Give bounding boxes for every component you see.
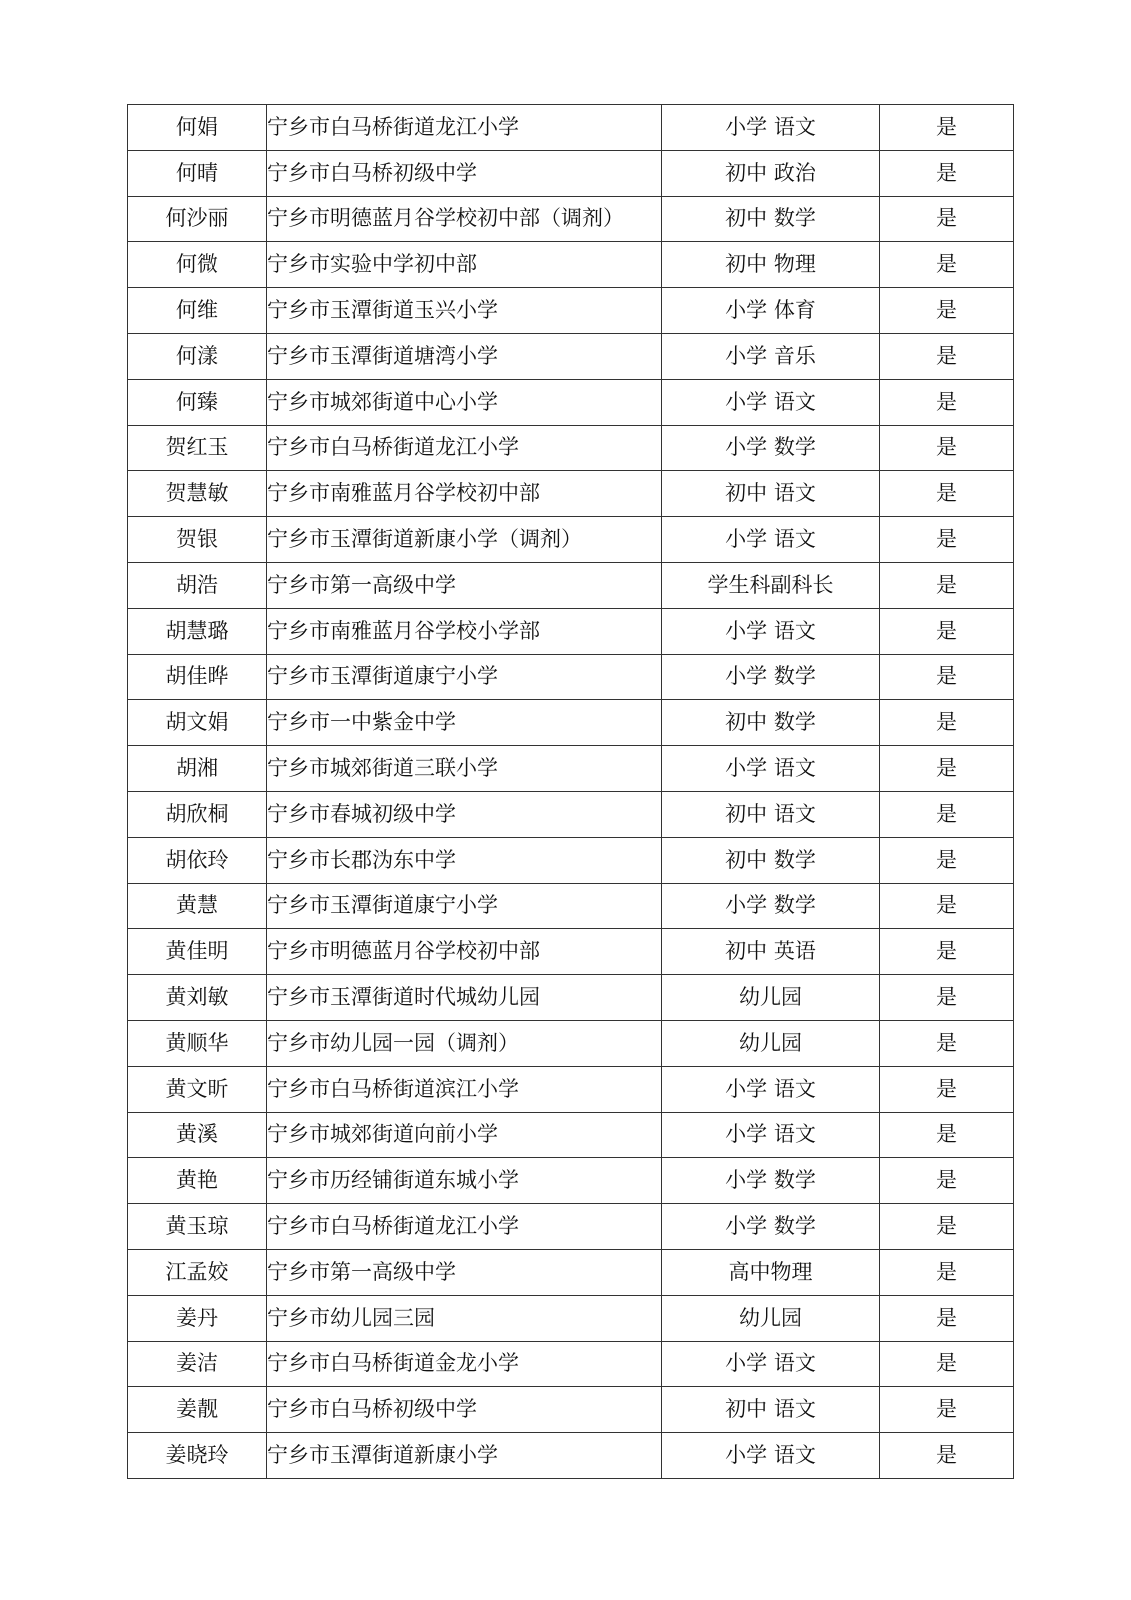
- table-row: [128, 1158, 1014, 1204]
- flag-cell: 是: [880, 379, 1014, 425]
- flag-cell: 是: [880, 837, 1014, 883]
- school-cell: 宁乡市南雅蓝月谷学校初中部: [267, 471, 662, 517]
- table-row: [128, 105, 1014, 151]
- school-cell: 宁乡市一中紫金中学: [267, 700, 662, 746]
- name-cell: 黄刘敏: [128, 975, 267, 1021]
- subject-cell: 小学 数学: [662, 425, 880, 471]
- name-cell: 黄慧: [128, 883, 267, 929]
- name-cell: 黄玉琼: [128, 1204, 267, 1250]
- name-cell: 何娟: [128, 105, 267, 151]
- name-cell: 何臻: [128, 379, 267, 425]
- school-cell: 宁乡市玉潭街道新康小学（调剂）: [267, 517, 662, 563]
- table-row: [128, 1295, 1014, 1341]
- subject-cell: 小学 体育: [662, 288, 880, 334]
- table-row: [128, 425, 1014, 471]
- table-row: [128, 1387, 1014, 1433]
- table-row: [128, 654, 1014, 700]
- subject-cell: 学生科副科长: [662, 562, 880, 608]
- subject-cell: 高中物理: [662, 1249, 880, 1295]
- school-cell: 宁乡市城郊街道中心小学: [267, 379, 662, 425]
- flag-cell: 是: [880, 242, 1014, 288]
- school-cell: 宁乡市白马桥街道龙江小学: [267, 105, 662, 151]
- name-cell: 黄溪: [128, 1112, 267, 1158]
- subject-cell: 小学 语文: [662, 379, 880, 425]
- flag-cell: 是: [880, 425, 1014, 471]
- school-cell: 宁乡市南雅蓝月谷学校小学部: [267, 608, 662, 654]
- name-cell: 黄艳: [128, 1158, 267, 1204]
- subject-cell: 初中 语文: [662, 1387, 880, 1433]
- school-cell: 宁乡市玉潭街道康宁小学: [267, 883, 662, 929]
- name-cell: 胡依玲: [128, 837, 267, 883]
- name-cell: 胡佳晔: [128, 654, 267, 700]
- school-cell: 宁乡市第一高级中学: [267, 562, 662, 608]
- flag-cell: 是: [880, 975, 1014, 1021]
- name-cell: 胡文娟: [128, 700, 267, 746]
- subject-cell: 小学 语文: [662, 746, 880, 792]
- name-cell: 贺慧敏: [128, 471, 267, 517]
- flag-cell: 是: [880, 746, 1014, 792]
- school-cell: 宁乡市白马桥初级中学: [267, 150, 662, 196]
- flag-cell: 是: [880, 562, 1014, 608]
- roster-body: [128, 105, 1014, 1479]
- flag-cell: 是: [880, 1249, 1014, 1295]
- school-cell: 宁乡市长郡沩东中学: [267, 837, 662, 883]
- school-cell: 宁乡市白马桥街道龙江小学: [267, 1204, 662, 1250]
- name-cell: 胡湘: [128, 746, 267, 792]
- table-row: [128, 1204, 1014, 1250]
- flag-cell: 是: [880, 196, 1014, 242]
- flag-cell: 是: [880, 883, 1014, 929]
- table-row: [128, 1341, 1014, 1387]
- school-cell: 宁乡市幼儿园一园（调剂）: [267, 1020, 662, 1066]
- flag-cell: 是: [880, 1066, 1014, 1112]
- table-row: [128, 288, 1014, 334]
- name-cell: 何微: [128, 242, 267, 288]
- subject-cell: 幼儿园: [662, 1020, 880, 1066]
- name-cell: 姜丹: [128, 1295, 267, 1341]
- flag-cell: 是: [880, 654, 1014, 700]
- flag-cell: 是: [880, 288, 1014, 334]
- school-cell: 宁乡市玉潭街道塘湾小学: [267, 333, 662, 379]
- subject-cell: 小学 语文: [662, 1433, 880, 1479]
- subject-cell: 小学 语文: [662, 1341, 880, 1387]
- table-row: [128, 1066, 1014, 1112]
- flag-cell: 是: [880, 517, 1014, 563]
- subject-cell: 小学 数学: [662, 1158, 880, 1204]
- table-row: [128, 975, 1014, 1021]
- subject-cell: 小学 数学: [662, 883, 880, 929]
- subject-cell: 幼儿园: [662, 1295, 880, 1341]
- name-cell: 贺银: [128, 517, 267, 563]
- school-cell: 宁乡市明德蓝月谷学校初中部（调剂）: [267, 196, 662, 242]
- subject-cell: 小学 音乐: [662, 333, 880, 379]
- subject-cell: 初中 政治: [662, 150, 880, 196]
- flag-cell: 是: [880, 1020, 1014, 1066]
- flag-cell: 是: [880, 1295, 1014, 1341]
- school-cell: 宁乡市城郊街道向前小学: [267, 1112, 662, 1158]
- flag-cell: 是: [880, 929, 1014, 975]
- name-cell: 江孟姣: [128, 1249, 267, 1295]
- school-cell: 宁乡市玉潭街道康宁小学: [267, 654, 662, 700]
- flag-cell: 是: [880, 1341, 1014, 1387]
- flag-cell: 是: [880, 791, 1014, 837]
- subject-cell: 初中 英语: [662, 929, 880, 975]
- table-row: [128, 1249, 1014, 1295]
- name-cell: 胡欣桐: [128, 791, 267, 837]
- school-cell: 宁乡市明德蓝月谷学校初中部: [267, 929, 662, 975]
- school-cell: 宁乡市白马桥街道滨江小学: [267, 1066, 662, 1112]
- table-row: [128, 791, 1014, 837]
- name-cell: 姜靓: [128, 1387, 267, 1433]
- name-cell: 贺红玉: [128, 425, 267, 471]
- flag-cell: 是: [880, 105, 1014, 151]
- school-cell: 宁乡市春城初级中学: [267, 791, 662, 837]
- name-cell: 姜洁: [128, 1341, 267, 1387]
- subject-cell: 小学 语文: [662, 105, 880, 151]
- subject-cell: 小学 语文: [662, 517, 880, 563]
- table-row: [128, 837, 1014, 883]
- name-cell: 何漾: [128, 333, 267, 379]
- flag-cell: 是: [880, 1158, 1014, 1204]
- name-cell: 胡浩: [128, 562, 267, 608]
- subject-cell: 小学 数学: [662, 654, 880, 700]
- table-row: [128, 379, 1014, 425]
- school-cell: 宁乡市幼儿园三园: [267, 1295, 662, 1341]
- school-cell: 宁乡市玉潭街道时代城幼儿园: [267, 975, 662, 1021]
- flag-cell: 是: [880, 1112, 1014, 1158]
- name-cell: 何沙丽: [128, 196, 267, 242]
- name-cell: 胡慧璐: [128, 608, 267, 654]
- name-cell: 黄顺华: [128, 1020, 267, 1066]
- school-cell: 宁乡市玉潭街道新康小学: [267, 1433, 662, 1479]
- subject-cell: 小学 语文: [662, 1112, 880, 1158]
- school-cell: 宁乡市玉潭街道玉兴小学: [267, 288, 662, 334]
- roster-table: [127, 104, 1014, 1479]
- table-row: [128, 1433, 1014, 1479]
- table-row: [128, 150, 1014, 196]
- table-row: [128, 1020, 1014, 1066]
- name-cell: 姜晓玲: [128, 1433, 267, 1479]
- subject-cell: 初中 物理: [662, 242, 880, 288]
- table-row: [128, 1112, 1014, 1158]
- table-row: [128, 746, 1014, 792]
- table-row: [128, 471, 1014, 517]
- school-cell: 宁乡市历经铺街道东城小学: [267, 1158, 662, 1204]
- flag-cell: 是: [880, 608, 1014, 654]
- table-row: [128, 517, 1014, 563]
- school-cell: 宁乡市白马桥街道龙江小学: [267, 425, 662, 471]
- subject-cell: 幼儿园: [662, 975, 880, 1021]
- subject-cell: 小学 语文: [662, 1066, 880, 1112]
- name-cell: 黄佳明: [128, 929, 267, 975]
- subject-cell: 小学 语文: [662, 608, 880, 654]
- school-cell: 宁乡市实验中学初中部: [267, 242, 662, 288]
- table-row: [128, 562, 1014, 608]
- table-row: [128, 929, 1014, 975]
- school-cell: 宁乡市第一高级中学: [267, 1249, 662, 1295]
- flag-cell: 是: [880, 700, 1014, 746]
- subject-cell: 初中 语文: [662, 471, 880, 517]
- name-cell: 何晴: [128, 150, 267, 196]
- table-row: [128, 608, 1014, 654]
- flag-cell: 是: [880, 1204, 1014, 1250]
- subject-cell: 初中 数学: [662, 196, 880, 242]
- flag-cell: 是: [880, 471, 1014, 517]
- table-row: [128, 883, 1014, 929]
- flag-cell: 是: [880, 333, 1014, 379]
- flag-cell: 是: [880, 150, 1014, 196]
- table-row: [128, 242, 1014, 288]
- table-row: [128, 700, 1014, 746]
- name-cell: 何维: [128, 288, 267, 334]
- name-cell: 黄文昕: [128, 1066, 267, 1112]
- table-row: [128, 196, 1014, 242]
- flag-cell: 是: [880, 1387, 1014, 1433]
- subject-cell: 小学 数学: [662, 1204, 880, 1250]
- flag-cell: 是: [880, 1433, 1014, 1479]
- subject-cell: 初中 数学: [662, 837, 880, 883]
- school-cell: 宁乡市白马桥初级中学: [267, 1387, 662, 1433]
- school-cell: 宁乡市白马桥街道金龙小学: [267, 1341, 662, 1387]
- school-cell: 宁乡市城郊街道三联小学: [267, 746, 662, 792]
- subject-cell: 初中 语文: [662, 791, 880, 837]
- subject-cell: 初中 数学: [662, 700, 880, 746]
- table-row: [128, 333, 1014, 379]
